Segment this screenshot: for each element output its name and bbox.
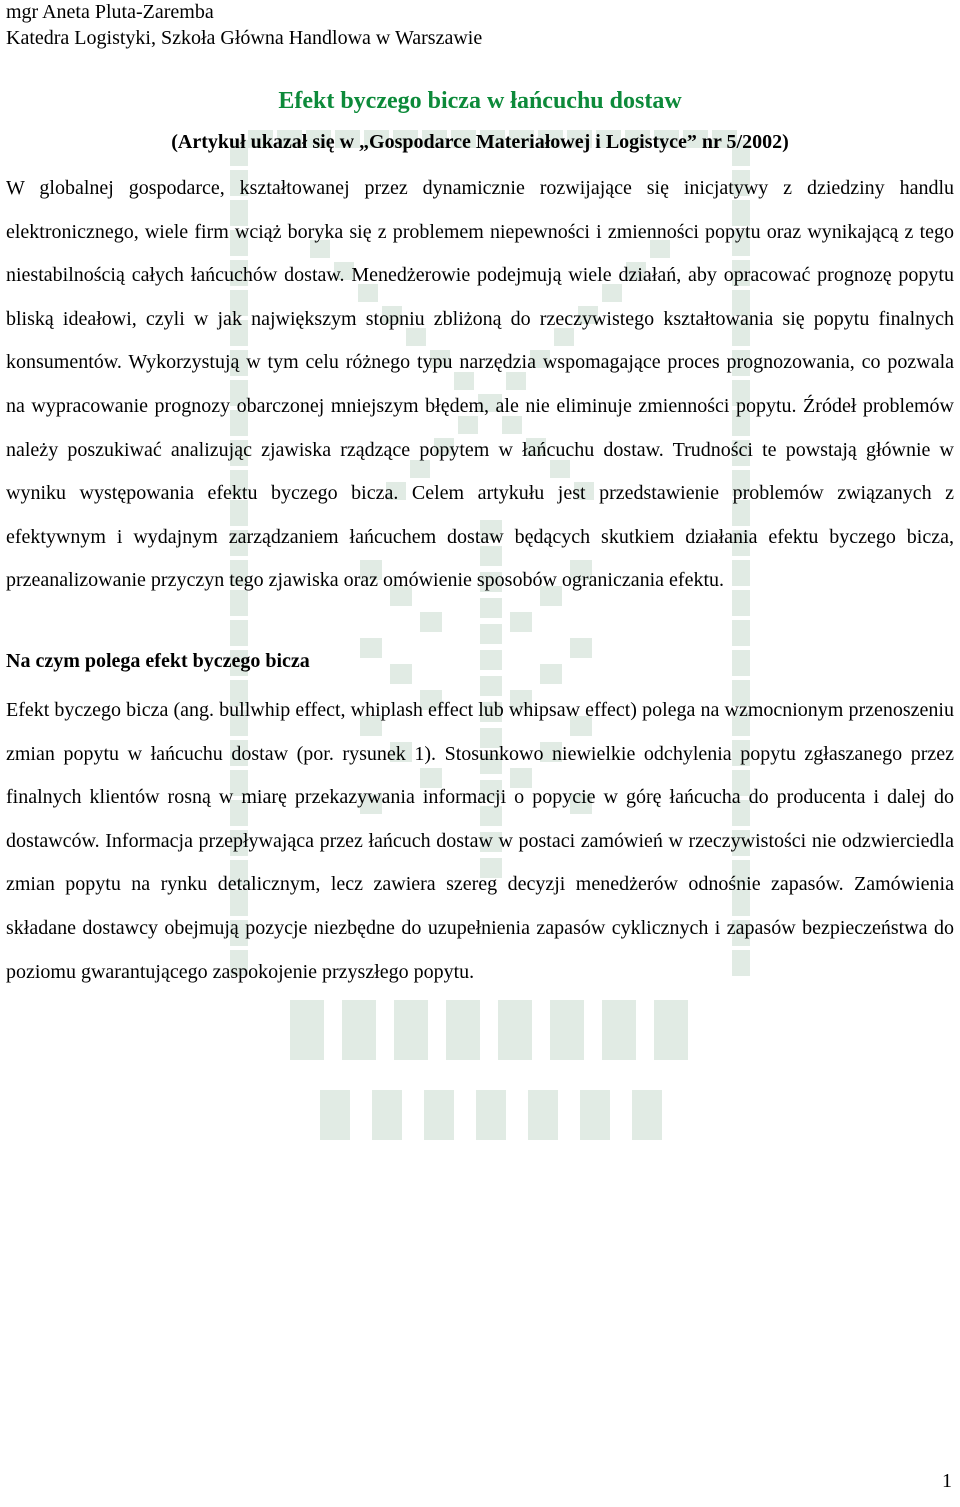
article-subtitle: (Artykuł ukazał się w „Gospodarce Materiałowej i Logistyce” nr 5/2002) bbox=[171, 131, 789, 153]
page-number: 1 bbox=[942, 1470, 952, 1492]
intro-paragraph: W globalnej gospodarce, kształtowanej przez dynamicznie rozwijające się inicjatywy z dziedziny handlu elektronicznego, wiele firm wciąż boryka się z problemem niepewności i zmienności popytu oraz wynikającą z tego niestabilnością całych łańcuchów dostaw. Menedżerowie podejmują wiele działań, aby opracować prognozę popytu bliską ideałowi, czyli w jak największym stopniu zbliżoną do rzeczywistego kształtowania się popytu finalnych konsumentów. Wykorzystują w tym celu różnego typu narzędzia wspomagające proces prognozowania, co pozwala na wypracowanie prognozy obarczonej mniejszym błędem, ale nie eliminuje zmienności popytu. Źródeł problemów należy poszukiwać analizując zjawiska rządzące popytem w łańcuchu dostaw. Trudności te powstają głównie w wyniku występowania efektu byczego bicza. Celem artykułu jest przedstawienie problemów związanych z efektywnym i wydajnym zarządzaniem łańcuchem dostaw będących skutkiem działania efektu byczego bicza, przeanalizowanie przyczyn tego zjawiska oraz omówienie sposobów ograniczania efektu. bbox=[6, 177, 954, 592]
author-affiliation: Katedra Logistyki, Szkoła Główna Handlowa w Warszawie bbox=[6, 27, 483, 49]
author-name: mgr Aneta Pluta-Zaremba bbox=[6, 1, 214, 23]
article-title: Efekt byczego bicza w łańcuchu dostaw bbox=[278, 88, 682, 114]
body-paragraph: Efekt byczego bicza (ang. bullwhip effect, whiplash effect lub whipsaw effect) polega na wzmocnionym przenoszeniu zmian popytu w łańcuchu dostaw (por. rysunek 1). Stosunkowo niewielkie odchylenia popytu zgłaszanego przez finalnych klientów rosną w miarę przekazywania informacji o popycie w górę łańcucha do producenta i dalej do dostawców. Informacja przepływająca przez łańcuch dostaw w postaci zamówień w rzeczywistości nie odzwierciedla zmian popytu na rynku detalicznym, lecz zawiera szereg decyzji menedżerów odnośnie zapasów. Zamówienia składane dostawcy obejmują pozycje niezbędne do uzupełnienia zapasów cyklicznych i zapasów bezpieczeństwa do poziomu gwarantującego zaspokojenie przyszłego popytu. bbox=[6, 698, 954, 983]
section-heading: Na czym polega efekt byczego bicza bbox=[6, 649, 310, 672]
